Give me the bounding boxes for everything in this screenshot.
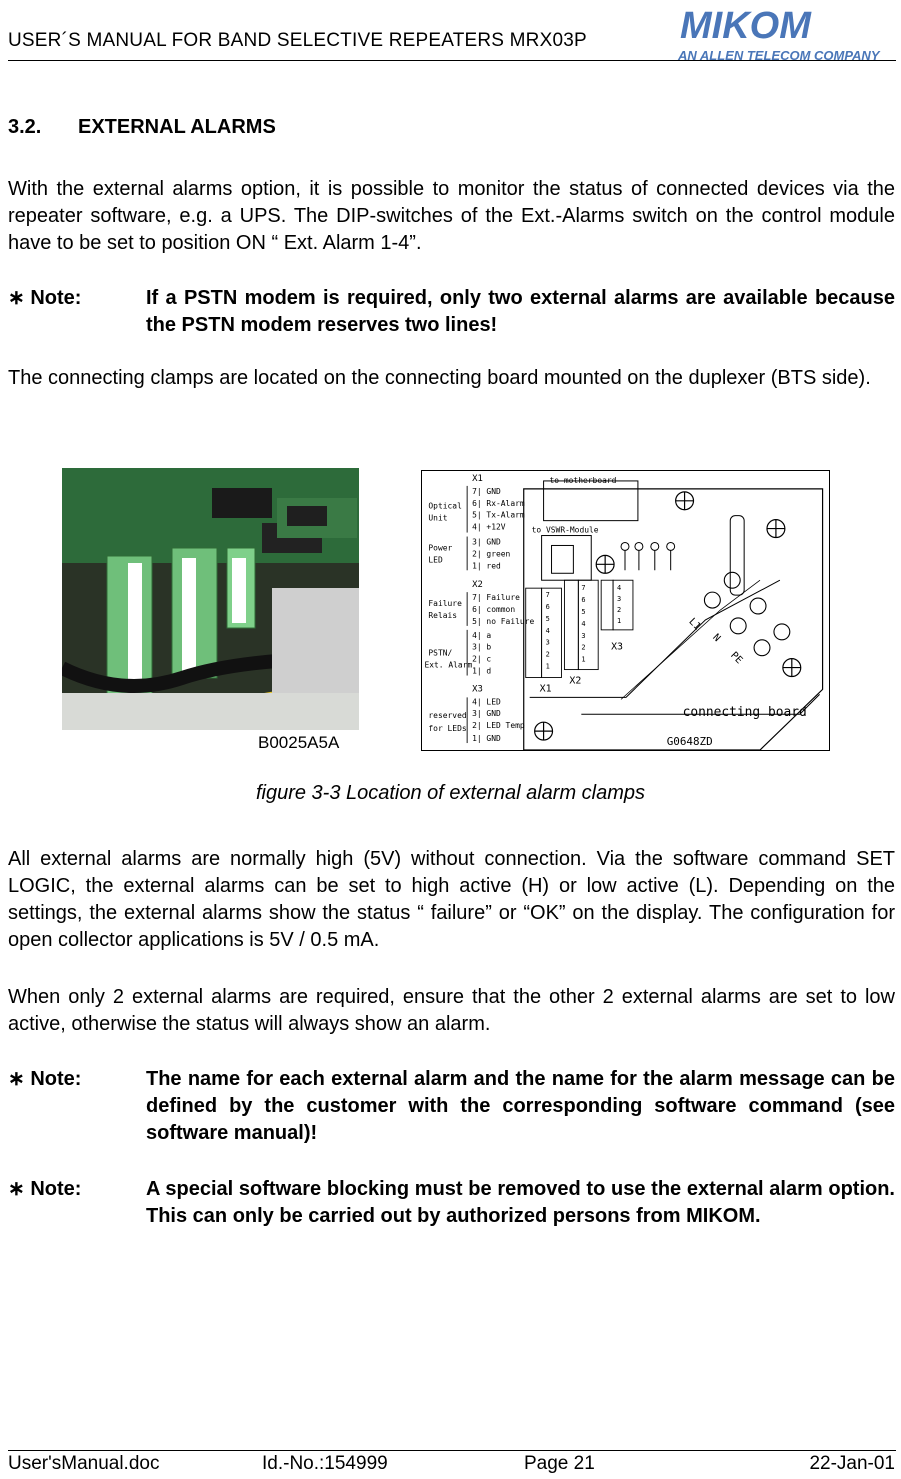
- svg-text:1| d: 1| d: [472, 666, 492, 676]
- note-label: ∗ Note:: [8, 287, 82, 309]
- svg-text:1: 1: [617, 616, 622, 625]
- svg-text:Ext. Alarm: Ext. Alarm: [424, 660, 473, 670]
- svg-text:Failure: Failure: [428, 599, 462, 609]
- label-connecting-board: connecting board: [682, 705, 807, 721]
- svg-text:LED: LED: [428, 555, 443, 565]
- mikom-logo: [676, 4, 898, 64]
- svg-text:7: 7: [545, 591, 550, 600]
- logo-tagline: AN ALLEN TELECOM COMPANY: [678, 48, 880, 63]
- svg-text:4: 4: [617, 584, 622, 593]
- note-text: If a PSTN modem is required, only two external alarms are available because the PSTN modem reserves two lines!: [146, 287, 895, 336]
- term-n: N: [710, 632, 723, 645]
- svg-text:4| +12V: 4| +12V: [472, 522, 506, 532]
- svg-text:PSTN/: PSTN/: [428, 648, 453, 658]
- svg-text:for LEDs: for LEDs: [428, 724, 467, 734]
- note-text: A special software blocking must be removed to use the external alarm option. This can only be carried out by authorized persons from MIKOM.: [146, 1178, 895, 1227]
- paragraph-location: The connecting clamps are located on the connecting board mounted on the duplexer (BTS side).: [8, 367, 871, 389]
- term-pe: PE: [728, 650, 745, 667]
- svg-text:5| Tx-Alarm: 5| Tx-Alarm: [472, 510, 525, 520]
- paragraph-logic: All external alarms are normally high (5V) without connection. Via the software command SET LOGIC, the external alarms can be set to high active (H) or low active (L). Depending on the settings, the external alarms show the status “ failure” or “OK” on the display. The configuration for open collector applications is 5V / 0.5 mA.: [8, 848, 895, 951]
- svg-text:7| Failure: 7| Failure: [472, 593, 520, 603]
- svg-text:2: 2: [581, 643, 586, 652]
- svg-text:1| GND: 1| GND: [472, 734, 501, 744]
- svg-text:3| b: 3| b: [472, 642, 492, 652]
- svg-text:3: 3: [545, 638, 550, 647]
- paragraph-low-active: When only 2 external alarms are required, ensure that the other 2 external alarms are set to low active, otherwise the status will always show an alarm.: [8, 986, 895, 1035]
- strip-x2-numbers: [581, 584, 585, 663]
- svg-text:1: 1: [581, 655, 586, 664]
- figure-caption: figure 3-3 Location of external alarm clamps: [255, 782, 646, 804]
- svg-text:4| LED: 4| LED: [472, 697, 501, 707]
- section-number: 3.2.: [8, 116, 42, 138]
- svg-text:6: 6: [545, 603, 550, 612]
- note-pstn: [8, 285, 895, 339]
- term-x3: X3: [611, 641, 624, 653]
- svg-text:3| GND: 3| GND: [472, 537, 501, 547]
- svg-text:X1: X1: [472, 473, 483, 484]
- photo-label: B0025A5A: [258, 733, 340, 752]
- strip-x3-numbers: [617, 584, 621, 625]
- svg-text:2: 2: [545, 650, 550, 659]
- svg-text:6| Rx-Alarm: 6| Rx-Alarm: [472, 498, 525, 508]
- running-header: USER´S MANUAL FOR BAND SELECTIVE REPEATERS MRX03P: [8, 30, 587, 51]
- note-software-blocking: [8, 1176, 895, 1230]
- svg-text:5| no Failure: 5| no Failure: [472, 616, 535, 626]
- strip-x1-numbers: [546, 591, 550, 670]
- svg-text:7: 7: [581, 584, 586, 593]
- note-text: The name for each external alarm and the name for the alarm message can be defined by the customer with the corresponding software command (see software manual)!: [146, 1068, 895, 1144]
- section-heading: [8, 116, 276, 139]
- term-x1: X1: [539, 683, 552, 695]
- svg-text:6: 6: [581, 596, 586, 605]
- svg-text:3| GND: 3| GND: [472, 709, 501, 719]
- svg-text:1| red: 1| red: [472, 561, 501, 571]
- note-label: ∗ Note:: [8, 1068, 82, 1090]
- footer-page: Page 21: [524, 1453, 595, 1474]
- label-to-vswr: to VSWR-Module: [531, 525, 599, 535]
- svg-text:4: 4: [581, 619, 586, 628]
- footer-file: User'sManual.doc: [8, 1453, 160, 1474]
- svg-text:5: 5: [545, 614, 550, 623]
- svg-text:7| GND: 7| GND: [472, 486, 501, 496]
- header-rule: [8, 60, 896, 61]
- svg-text:3: 3: [581, 631, 586, 640]
- logo-wordmark: MIKOM: [680, 5, 811, 47]
- svg-text:reserved: reserved: [428, 711, 467, 721]
- footer-rule: [8, 1450, 896, 1451]
- svg-text:X3: X3: [472, 684, 483, 695]
- connecting-board-diagram: [421, 470, 830, 751]
- svg-text:Unit: Unit: [428, 513, 448, 523]
- svg-text:2: 2: [617, 605, 622, 614]
- svg-text:2| green: 2| green: [472, 549, 511, 559]
- label-to-motherboard: to motherboard: [549, 475, 617, 485]
- svg-text:4: 4: [545, 626, 550, 635]
- svg-text:Optical: Optical: [428, 501, 462, 511]
- note-label: ∗ Note:: [8, 1178, 82, 1200]
- term-l1: L1: [686, 616, 703, 633]
- term-x2: X2: [569, 675, 582, 687]
- clamps-photo: [62, 468, 359, 730]
- svg-text:1: 1: [545, 662, 550, 671]
- svg-text:6| common: 6| common: [472, 604, 516, 614]
- paragraph-intro: With the external alarms option, it is possible to monitor the status of connected devices via the repeater software, e.g. a UPS. The DIP-switches of the Ext.-Alarms switch on the control module have to be set to position ON “ Ext. Alarm 1-4”.: [8, 178, 895, 254]
- svg-text:4| a: 4| a: [472, 630, 492, 640]
- svg-text:2| LED Temp: 2| LED Temp: [472, 721, 525, 731]
- svg-text:X2: X2: [472, 580, 483, 591]
- label-drawing-id: G0648ZD: [666, 735, 713, 749]
- svg-text:5: 5: [581, 607, 586, 616]
- note-alarm-names: [8, 1066, 895, 1147]
- section-title: EXTERNAL ALARMS: [78, 116, 276, 138]
- footer-date: 22-Jan-01: [809, 1453, 895, 1474]
- svg-text:Power: Power: [428, 543, 453, 553]
- svg-text:2| c: 2| c: [472, 654, 492, 664]
- footer-id: Id.-No.:154999: [262, 1453, 388, 1474]
- svg-text:3: 3: [617, 595, 622, 604]
- svg-text:Relais: Relais: [428, 610, 458, 620]
